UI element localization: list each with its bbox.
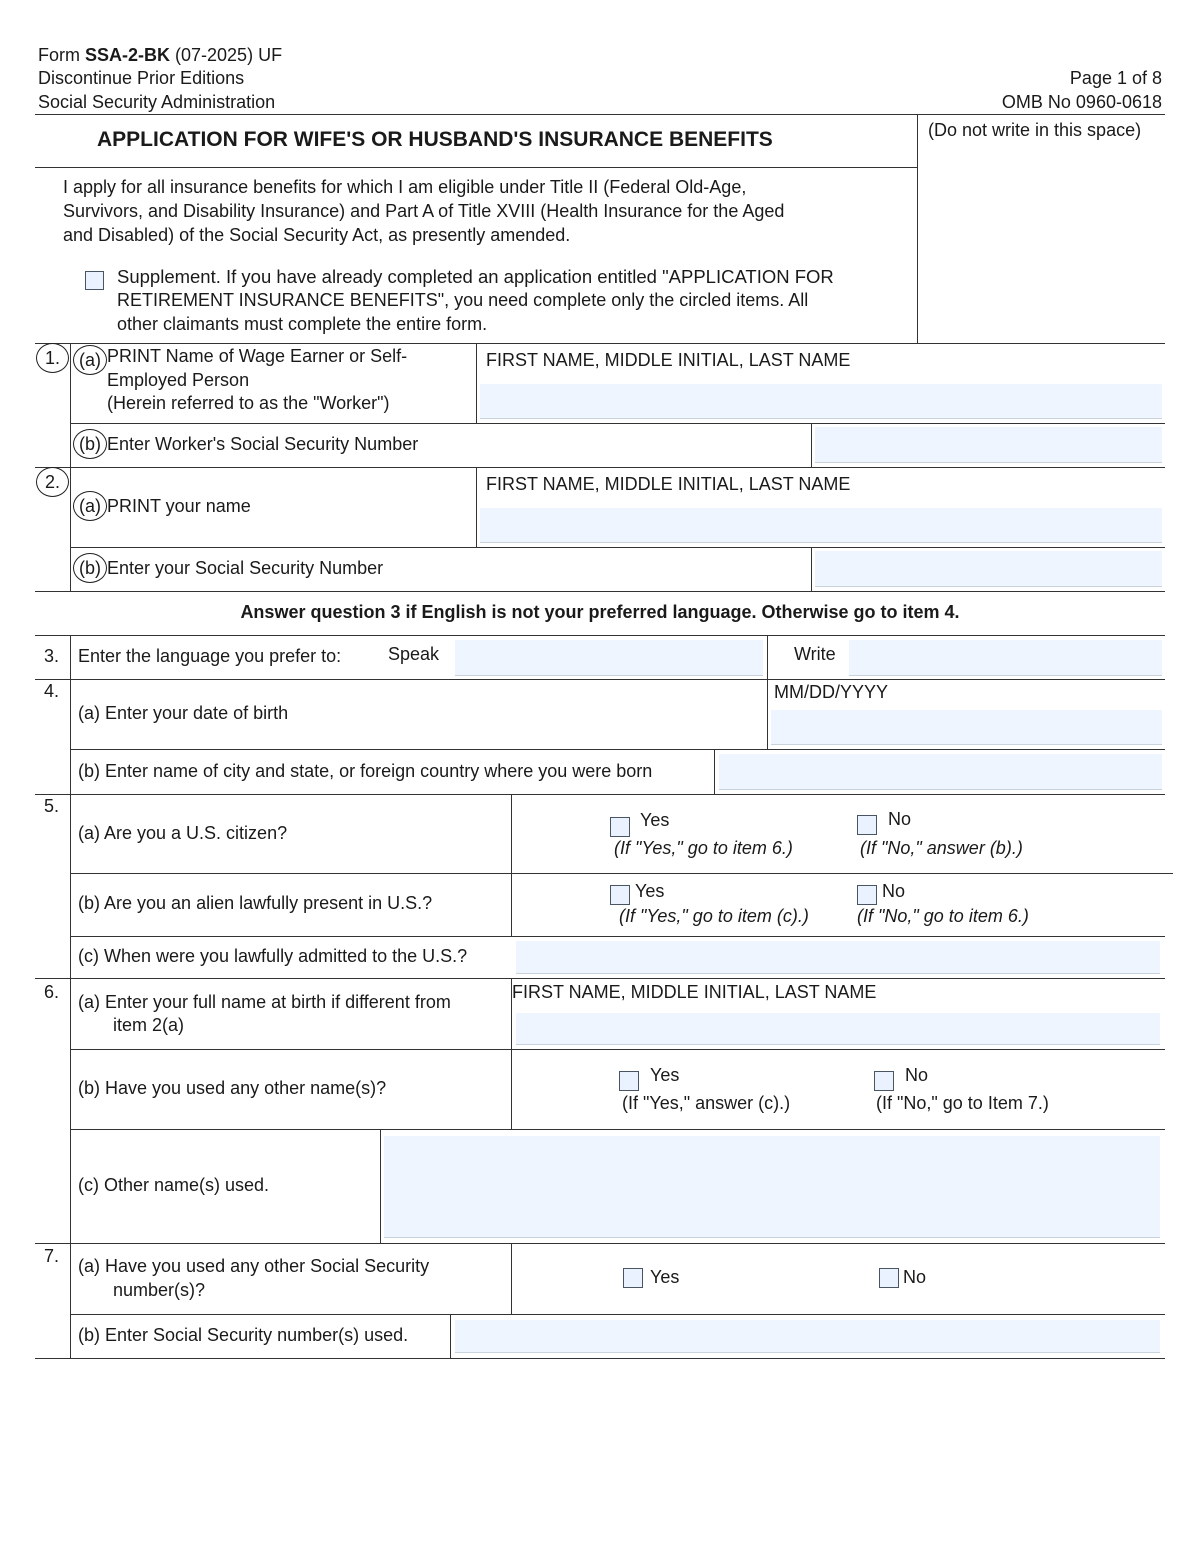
divider bbox=[476, 343, 477, 423]
alien-yes-label: Yes bbox=[635, 881, 665, 901]
citizen-no-label: No bbox=[888, 809, 912, 829]
write-language-input[interactable] bbox=[849, 640, 1162, 676]
alien-no-label: No bbox=[882, 881, 906, 901]
write-label: Write bbox=[794, 644, 836, 664]
divider bbox=[35, 1243, 1165, 1244]
intro-text: and Disabled) of the Social Security Act, as presently amended. bbox=[63, 225, 571, 245]
other-ssn-no-checkbox[interactable] bbox=[879, 1268, 899, 1288]
divider bbox=[35, 978, 1165, 979]
question-number-6: 6. bbox=[44, 982, 60, 1002]
other-names-no-label: No bbox=[905, 1065, 929, 1085]
citizen-yes-label: Yes bbox=[640, 810, 670, 830]
q6-name-hint: FIRST NAME, MIDDLE INITIAL, LAST NAME bbox=[512, 982, 877, 1002]
language-instruction: Answer question 3 if English is not your preferred language. Otherwise go to item 4. bbox=[240, 602, 960, 622]
form-number bbox=[38, 44, 282, 67]
q1a-marker: (a) bbox=[73, 345, 107, 375]
birth-date-input[interactable] bbox=[771, 710, 1162, 745]
divider bbox=[35, 794, 1165, 795]
citizen-no-note: (If "No," answer (b).) bbox=[860, 838, 1023, 858]
supplement-text: RETIREMENT INSURANCE BENEFITS", you need complete only the circled items. All bbox=[117, 290, 809, 310]
question-number-4: 4. bbox=[44, 681, 60, 701]
q2b-marker: (b) bbox=[73, 553, 107, 583]
q3-label: Enter the language you prefer to: bbox=[78, 646, 342, 666]
discontinue-note: Discontinue Prior Editions bbox=[38, 68, 245, 88]
citizen-no-checkbox[interactable] bbox=[857, 815, 877, 835]
page-number: Page 1 of 8 bbox=[1069, 68, 1162, 88]
divider bbox=[714, 749, 715, 794]
form-edition: (07-2025) UF bbox=[170, 45, 283, 65]
birthplace-input[interactable] bbox=[719, 754, 1162, 790]
divider bbox=[35, 635, 1165, 636]
other-names-yes-note: (If "Yes," answer (c).) bbox=[622, 1093, 791, 1113]
speak-label: Speak bbox=[388, 644, 440, 664]
form-prefix: Form bbox=[38, 45, 85, 65]
other-names-yes-label: Yes bbox=[650, 1065, 680, 1085]
divider bbox=[380, 1129, 381, 1243]
q5a-label: (a) Are you a U.S. citizen? bbox=[78, 823, 288, 843]
divider bbox=[35, 591, 1165, 592]
other-ssn-input[interactable] bbox=[455, 1320, 1160, 1353]
divider bbox=[35, 114, 1165, 115]
divider bbox=[450, 1314, 451, 1359]
question-number-2: 2. bbox=[36, 467, 69, 497]
other-ssn-yes-checkbox[interactable] bbox=[623, 1268, 643, 1288]
office-use-label: (Do not write in this space) bbox=[928, 120, 1142, 140]
worker-name-input[interactable] bbox=[480, 384, 1162, 419]
q6c-label: (c) Other name(s) used. bbox=[78, 1175, 270, 1195]
q1b-marker: (b) bbox=[73, 429, 107, 459]
divider bbox=[70, 1129, 1165, 1130]
supplement-text: Supplement. If you have already completed an application entitled "APPLICATION FOR bbox=[117, 266, 834, 287]
divider bbox=[70, 1314, 1165, 1315]
alien-yes-checkbox[interactable] bbox=[610, 885, 630, 905]
q4a-label: (a) Enter your date of birth bbox=[78, 703, 289, 723]
divider bbox=[767, 635, 768, 679]
q2b-label: Enter your Social Security Number bbox=[107, 558, 384, 578]
divider bbox=[35, 679, 1165, 680]
intro-text: I apply for all insurance benefits for which I am eligible under Title II (Federal Old-Age, bbox=[63, 177, 747, 197]
divider bbox=[476, 467, 477, 547]
q6b-label: (b) Have you used any other name(s)? bbox=[78, 1078, 387, 1098]
q2a-label: PRINT your name bbox=[107, 496, 251, 516]
citizen-yes-note: (If "Yes," go to item 6.) bbox=[614, 838, 793, 858]
alien-yes-note: (If "Yes," go to item (c).) bbox=[619, 906, 809, 926]
q6a-label: (a) Enter your full name at birth if different from bbox=[78, 992, 451, 1012]
q1a-label: Employed Person bbox=[107, 370, 250, 390]
q5b-label: (b) Are you an alien lawfully present in U.S.? bbox=[78, 893, 433, 913]
divider bbox=[917, 114, 918, 344]
other-names-no-note: (If "No," go to Item 7.) bbox=[876, 1093, 1049, 1113]
q1-name-hint: FIRST NAME, MIDDLE INITIAL, LAST NAME bbox=[486, 350, 851, 370]
question-number-5: 5. bbox=[44, 796, 60, 816]
date-format-hint: MM/DD/YYYY bbox=[774, 682, 889, 702]
divider bbox=[35, 467, 1165, 468]
divider bbox=[70, 936, 1165, 937]
alien-no-note: (If "No," go to item 6.) bbox=[857, 906, 1029, 926]
q7a-label: number(s)? bbox=[113, 1280, 206, 1300]
worker-ssn-input[interactable] bbox=[815, 427, 1162, 463]
divider bbox=[767, 679, 768, 749]
q7a-label: (a) Have you used any other Social Security bbox=[78, 1256, 430, 1276]
supplement-text: other claimants must complete the entire form. bbox=[117, 314, 488, 334]
applicant-ssn-input[interactable] bbox=[815, 551, 1162, 587]
form-id: SSA-2-BK bbox=[85, 45, 171, 65]
q7b-label: (b) Enter Social Security number(s) used. bbox=[78, 1325, 409, 1345]
other-ssn-yes-label: Yes bbox=[650, 1267, 680, 1287]
divider bbox=[35, 167, 917, 168]
intro-text: Survivors, and Disability Insurance) and Part A of Title XVIII (Health Insurance for the Aged bbox=[63, 201, 785, 221]
divider bbox=[70, 1049, 1165, 1050]
divider bbox=[70, 749, 1165, 750]
question-number-1: 1. bbox=[36, 343, 69, 373]
applicant-name-input[interactable] bbox=[480, 508, 1162, 543]
divider bbox=[35, 1358, 1165, 1359]
other-ssn-no-label: No bbox=[903, 1267, 927, 1287]
divider bbox=[811, 547, 812, 591]
alien-no-checkbox[interactable] bbox=[857, 885, 877, 905]
q2-name-hint: FIRST NAME, MIDDLE INITIAL, LAST NAME bbox=[486, 474, 851, 494]
q2a-marker: (a) bbox=[73, 491, 107, 521]
other-names-yes-checkbox[interactable] bbox=[619, 1071, 639, 1091]
q1a-label: (Herein referred to as the "Worker") bbox=[107, 393, 390, 413]
supplement-checkbox[interactable] bbox=[85, 271, 104, 290]
speak-language-input[interactable] bbox=[455, 640, 763, 676]
divider bbox=[511, 1243, 512, 1314]
divider bbox=[811, 423, 812, 467]
admission-date-input[interactable] bbox=[516, 941, 1160, 974]
birth-name-input[interactable] bbox=[516, 1013, 1160, 1045]
agency-name: Social Security Administration bbox=[38, 92, 276, 112]
citizen-yes-checkbox[interactable] bbox=[610, 817, 630, 837]
divider bbox=[511, 794, 512, 936]
other-names-input[interactable] bbox=[384, 1136, 1160, 1238]
question-number-3: 3. bbox=[44, 646, 60, 666]
other-names-no-checkbox[interactable] bbox=[874, 1071, 894, 1091]
q1b-label: Enter Worker's Social Security Number bbox=[107, 434, 419, 454]
divider bbox=[70, 635, 71, 1359]
form-title: APPLICATION FOR WIFE'S OR HUSBAND'S INSURANCE BENEFITS bbox=[97, 128, 773, 151]
omb-number: OMB No 0960-0618 bbox=[1001, 92, 1162, 112]
q6a-label: item 2(a) bbox=[113, 1015, 185, 1035]
q4b-label: (b) Enter name of city and state, or foreign country where you were born bbox=[78, 761, 653, 781]
divider bbox=[70, 423, 1165, 424]
divider bbox=[35, 343, 1165, 344]
question-number-7: 7. bbox=[44, 1246, 60, 1266]
q1a-label: PRINT Name of Wage Earner or Self- bbox=[107, 346, 408, 366]
divider bbox=[70, 547, 1165, 548]
q5c-label: (c) When were you lawfully admitted to the U.S.? bbox=[78, 946, 468, 966]
divider bbox=[70, 873, 1173, 874]
